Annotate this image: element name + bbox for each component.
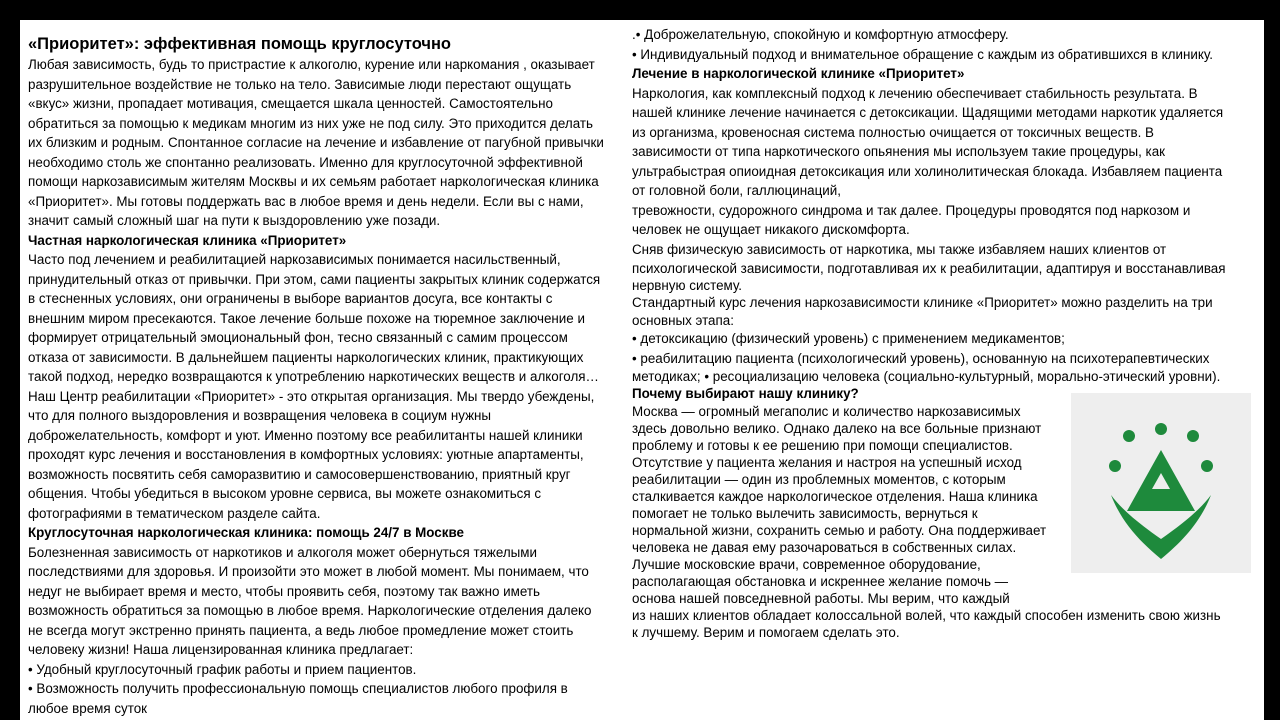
logo-dot — [1109, 460, 1121, 472]
text-line: не всегда могут экстренно принять пациента, а ведь любое промедление может стоить — [28, 622, 574, 638]
roundclock-paragraph — [28, 543, 628, 719]
text-line: психологической зависимости, подготавливая их к реабилитации, адаптируя и восстанавливая — [632, 261, 1226, 276]
list-item: • Индивидуальный подход и внимательное обращение с каждым из обратившихся в клинику. — [632, 46, 1213, 62]
text-line: такой подход, нередко возвращаются к употреблению наркотических веществ и алкоголя… — [28, 369, 599, 384]
list-item: .• Доброжелательную, спокойную и комфортную атмосферу. — [632, 27, 1009, 42]
text-line: помощи наркозависимым жителям Москвы и их семьям работает наркологическая клиника — [28, 174, 599, 189]
text-line: Стандартный курс лечения наркозависимости клинике «Приоритет» можно разделить на три — [632, 294, 1213, 310]
text-line: Москва — огромный мегаполис и количество наркозависимых — [632, 404, 1021, 419]
page-title: «Приоритет»: эффективная помощь круглосуточно — [28, 35, 451, 53]
why-heading: Почему выбирают нашу клинику? — [632, 386, 859, 401]
text-line: доброжелательность, комфорт и уют. Именно поэтому все реабилитанты нашей клиники — [28, 427, 583, 443]
text-line: возможность посвятить себя саморазвитию и самосовершенствованию, приятный круг — [28, 466, 571, 482]
text-line: обратиться за помощью к медикам многим из них уже не под силу. Это приходится делать — [28, 115, 593, 131]
text-line: отказа от зависимости. В дальнейшем пациенты наркологических клиник, практикующих — [28, 349, 584, 365]
text-line: возможность обратиться за помощью в любое время. Наркологические отделения далеко — [28, 603, 592, 618]
text-line: необходимо столь же спонтанно реализовать. Именно для круглосуточной эффективной — [28, 154, 583, 170]
text-line: внешним миром пресекаются. Такое лечение больше похоже на тюремное заключение и — [28, 310, 585, 326]
text-line: тревожности, судорожного синдрома и так далее. Процедуры проводятся под наркозом и — [632, 202, 1191, 218]
clinic-logo — [1071, 393, 1251, 573]
roundclock-heading: Круглосуточная наркологическая клиника: помощь 24/7 в Москве — [28, 525, 464, 540]
text-line: основных этапа: — [632, 313, 734, 328]
text-line: основа нашей повседневной работы. Мы верим, что каждый — [632, 591, 1010, 606]
text-line: зависимости от типа наркотического опьянения мы используем такие процедуры, как — [632, 144, 1165, 159]
logo-dot — [1123, 430, 1135, 442]
text-line: «вкус» жизни, пропадает мотивация, смещается шкала ценностей. Самостоятельно — [28, 96, 554, 111]
private-clinic-heading: Частная наркологическая клиника «Приоритет» — [28, 232, 347, 248]
list-item: любое время суток — [28, 700, 148, 716]
text-line: нашей клинике лечение начинается с детоксикации. Щадящими методами наркотик удаляется — [632, 105, 1224, 120]
text-line: человеку жизни! Наша лицензированная клиника предлагает: — [28, 642, 414, 657]
left-column — [28, 34, 628, 718]
text-line: принудительный отказ от привычки. При этом, сами пациенты закрытых клиник содержатся — [28, 271, 601, 287]
text-line: Наш Центр реабилитации «Приоритет» - это открытая организация. Мы твердо убеждены, — [28, 388, 595, 404]
text-line: разрушительное воздействие не только на тело. Зависимые люди перестают ощущать — [28, 76, 572, 92]
text-line: человека не давая ему разочароваться в собственных силах. — [632, 540, 1017, 555]
logo-triangle — [1127, 450, 1195, 511]
text-line: Часто под лечением и реабилитацией наркозависимых понимается насильственный, — [28, 252, 561, 267]
logo-dot — [1187, 430, 1199, 442]
private-clinic-paragraph — [28, 250, 628, 523]
text-line: Лучшие московские врачи, современное оборудование, — [632, 557, 981, 572]
text-line: формирует отрицательный эмоциональный фон, тесно связанный с самим процессом — [28, 330, 568, 345]
text-line: из организма, кровеносная система полностью очищается от токсичных веществ. В — [632, 124, 1154, 140]
text-line: их близким и родным. Спонтанное согласие на лечение и избавление от пагубной привычки — [28, 135, 604, 150]
text-line: недуг не выбирает время и место, чтобы проявить себя, поэтому так важно иметь — [28, 583, 540, 599]
text-line: общения. Чтобы убедиться в высоком уровне сервиса, вы можете ознакомиться с — [28, 486, 542, 501]
text-line: Наркология, как комплексный подход к лечению обеспечивает стабильность результата. В — [632, 85, 1198, 101]
text-line: проблему и готовы к ее решению при помощи специалистов. — [632, 438, 1013, 453]
text-line: Отсутствие у пациента желания и настроя на успешный исход — [632, 455, 1022, 470]
text-line: здесь довольно велико. Однако далеко на все больные признают — [632, 421, 1042, 436]
text-line: «Приоритет». Мы готовы поддержать вас в любое время и день недели. Если вы с нами, — [28, 193, 584, 209]
text-line: помогает не только вылечить зависимость, вернуться к — [632, 506, 978, 521]
text-line: нормальной жизни, сохранить семью и работу. Она поддерживает — [632, 523, 1047, 538]
text-line: из наших клиентов обладает колоссальной волей, что каждый способен изменить свою жизнь — [632, 608, 1221, 623]
text-line: проходят курс лечения и восстановления в комфортных условиях: уютные апартаменты, — [28, 447, 584, 462]
treatment-heading: Лечение в наркологической клинике «Приоритет» — [632, 66, 965, 81]
logo-dot — [1155, 423, 1167, 435]
text-line: что для полного выздоровления и возвращения человека в социум нужны — [28, 408, 492, 423]
text-line: от головной боли, галлюцинаций, — [632, 183, 841, 198]
text-line: к лучшему. Верим и помогаем сделать это. — [632, 625, 900, 640]
text-line: в стесненных условиях, они ограничены в выборе вариантов досуга, все контакты с — [28, 291, 553, 306]
text-line: нервную систему. — [632, 277, 742, 293]
list-item: • реабилитацию пациента (психологический уровень), основанную на психотерапевтических — [632, 350, 1210, 366]
text-line: Любая зависимость, будь то пристрастие к алкоголю, курение или наркомания , оказывает — [28, 57, 595, 72]
text-line: сталкивается каждое наркологическое отделения. Наша клиника — [632, 489, 1038, 504]
text-line: фотографиями в тематическом разделе сайта. — [28, 505, 321, 521]
document-page — [20, 20, 1264, 720]
text-line: Болезненная зависимость от наркотиков и алкоголя может обернуться тяжелыми — [28, 544, 537, 560]
text-line: ультрабыстрая опиоидная детоксикация или холинолитическая блокада. Избавляем пациента — [632, 163, 1223, 179]
list-item: • Удобный круглосуточный график работы и прием пациентов. — [28, 661, 417, 677]
list-item: методиках; • ресоциализацию человека (социально-культурный, морально-этический уровни). — [632, 369, 1221, 384]
treatment-paragraph — [632, 84, 1262, 386]
clinic-logo-icon — [1071, 393, 1251, 573]
text-line: располагающая обстановка и искреннее желание помочь — — [632, 574, 1009, 589]
text-line: последствиями для здоровья. И произойти это может в любой момент. Мы понимаем, что — [28, 564, 589, 579]
text-line: значит самый сложный шаг на пути к выздоровлению уже позади. — [28, 213, 441, 228]
text-line: Сняв физическую зависимость от наркотика, мы также избавляем наших клиентов от — [632, 241, 1167, 257]
intro-paragraph — [28, 55, 628, 231]
list-item: • Возможность получить профессиональную помощь специалистов любого профиля в — [28, 681, 568, 696]
text-line: человек не ощущает никакого дискомфорта. — [632, 222, 910, 237]
list-item: • детоксикацию (физический уровень) с применением медикаментов; — [632, 331, 1065, 346]
text-line: реабилитации — один из проблемных моментов, с которым — [632, 472, 1006, 487]
logo-dot — [1201, 460, 1213, 472]
